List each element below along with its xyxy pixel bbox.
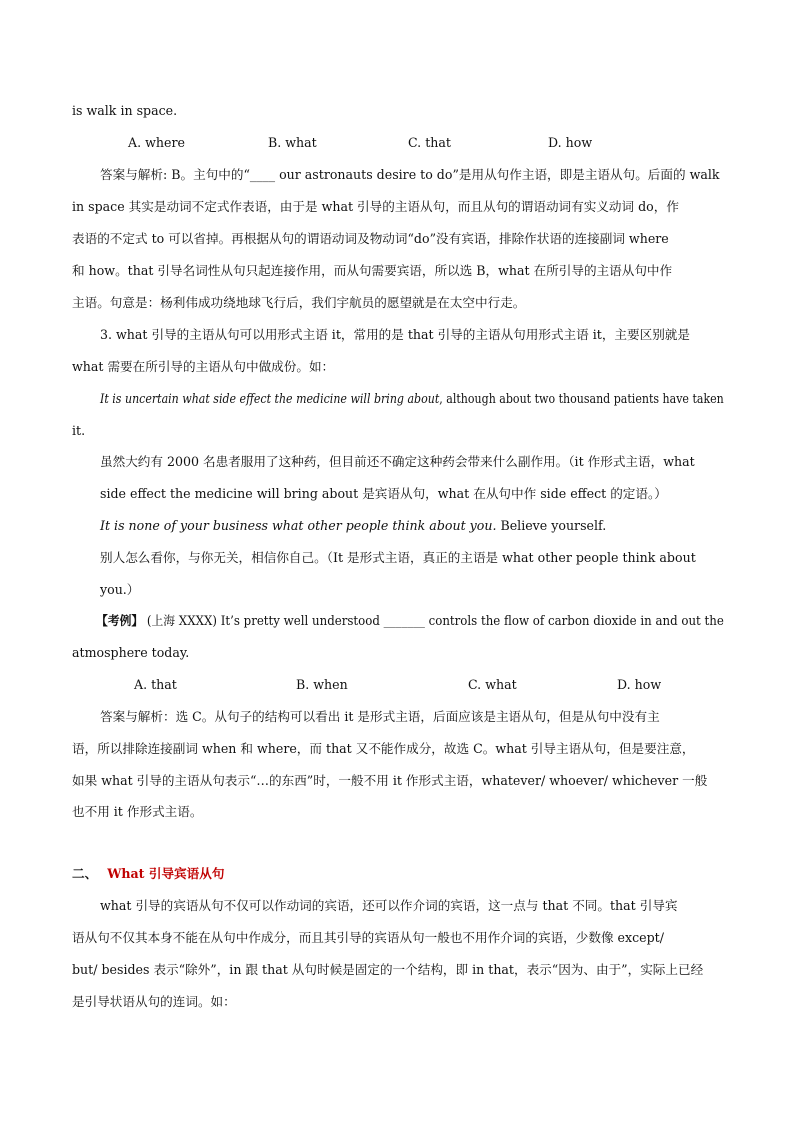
answer-line: 和 how。that 引导名词性从句只起连接作用，而从句需要宾语，所以选 B，what 在所引导的主语从句中作 [72,263,673,278]
option-b: B. what [268,135,317,150]
example-2-translation: you.） [100,582,140,597]
section-title: What 引导宾语从句 [107,866,225,881]
answer-line: 答案与解析: B。主句中的“____ our astronauts desire to do”是用从句作主语，即是主语从句。后面的 walk [100,167,720,182]
option-d: D. how [548,135,593,150]
exam-example-tail: atmosphere today. [72,645,190,660]
section-number: 二、 [72,866,98,881]
answer-line: 表语的不定式 to 可以省掉。再根据从句的谓语动词及物动词“do”没有宾语，排除作状语的连接副词 where [72,231,669,246]
option-a: A. that [134,677,177,692]
example-1 [100,390,724,408]
example-2-italic: It is none of your business what other people think about you. [100,518,497,533]
body-line: 语从句不仅其本身不能在从句中作成分，而且其引导的宾语从句一般也不用作介词的宾语，少数像 except/ [72,930,664,945]
answer-line: 答案与解析：选 C。从句子的结构可以看出 it 是形式主语，后面应该是主语从句，但是从句中没有主 [100,709,660,724]
option-b: B. when [296,677,348,692]
example-1-rest: , although about two thousand patients have taken [439,391,724,406]
exam-example-text: (上海 XXXX) It’s pretty well understood _______ controls the flow of carbon dioxide in and out the [143,613,724,628]
example-2-rest: Believe yourself. [496,518,607,533]
example-1-translation: 虽然大约有 2000 名患者服用了这种药，但目前还不确定这种药会带来什么副作用。（it 作形式主语，what [100,454,695,469]
exam-example [96,612,724,630]
body-line: but/ besides 表示“除外”，in 跟 that 从句时候是固定的一个结构，即 in that，表示“因为、由于”，实际上已经 [72,962,704,977]
example-2 [100,517,606,535]
answer-line: 语，所以排除连接副词 when 和 where，而 that 又不能作成分，故选 C。what 引导主语从句，但是要注意， [72,741,695,756]
option-c: C. what [468,677,517,692]
section-heading [72,865,224,883]
example-1-translation: side effect the medicine will bring about 是宾语从句，what 在从句中作 side effect 的定语。） [100,486,667,501]
body-line: 是引导状语从句的连词。如： [72,994,236,1009]
option-a: A. where [128,135,185,150]
option-c: C. that [408,135,451,150]
body-line: what 引导的宾语从句不仅可以作动词的宾语，还可以作介词的宾语，这一点与 that 不同。that 引导宾 [100,898,678,913]
point-3-line: what 需要在所引导的主语从句中做成份。如： [72,359,335,374]
question-tail: is walk in space. [72,103,178,118]
option-d: D. how [617,677,662,692]
example-1-tail: it. [72,423,86,438]
exam-example-label: 【考例】 [96,613,144,628]
point-3-line: 3. what 引导的主语从句可以用形式主语 it，常用的是 that 引导的主语从句用形式主语 it，主要区别就是 [100,327,690,342]
example-2-translation: 别人怎么看你，与你无关，相信你自己。（It 是形式主语，真正的主语是 what other people think about [100,550,696,565]
answer-line: 主语。句意是：杨利伟成功绕地球飞行后，我们宇航员的愿望就是在太空中行走。 [72,295,526,310]
answer-line: in space 其实是动词不定式作表语，由于是 what 引导的主语从句，而且从句的谓语动词有实义动词 do，作 [72,199,679,214]
example-1-italic: It is uncertain what side effect the medicine will bring about [100,391,440,406]
answer-line: 也不用 it 作形式主语。 [72,804,203,819]
answer-line: 如果 what 引导的主语从句表示“…的东西”时，一般不用 it 作形式主语，whatever/ whoever/ whichever 一般 [72,773,708,788]
